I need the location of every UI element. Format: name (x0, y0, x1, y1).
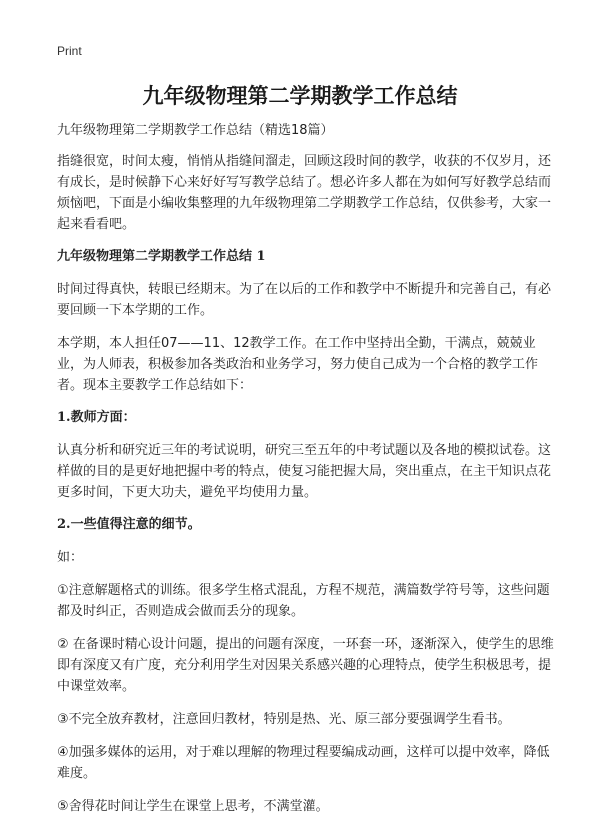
intro-paragraph: 指缝很宽，时间太瘦，悄悄从指缝间溜走，回顾这段时间的教学，收获的不仅岁月，还有成长，是时候静下心来好好写写教学总结了。想必许多人都在为如何写好教学总结而烦恼吧，下面是小编收集整理的九年级物理第二学期教学工作总结，仅供参考，大家一起来看看吧。 (57, 154, 552, 232)
list-item-4: ④加强多媒体的运用，对于难以理解的物理过程要编成动画，这样可以提中效率，降低难度。 (57, 745, 550, 781)
paragraph-1: 时间过得真快，转眼已经期末。为了在以后的工作和教学中不断提升和完善自己，有必要回顾一下本学期的工作。 (57, 282, 552, 318)
paragraph-2: 本学期，本人担任07——11、12教学工作。在工作中坚持出全勤，干满点，兢兢业业，为人师表，积极参加各类政治和业务学习，努力使自己成为一个合格的教学工作者。现本主要教学工作总结如下： (57, 336, 539, 393)
list-item-3: ③不完全放弃教材，注意回归教材，特别是热、光、原三部分要强调学生看书。 (57, 712, 511, 727)
list-item-5: ⑤舍得花时间让学生在课堂上思考，不满堂灌。 (57, 799, 329, 814)
document-body (57, 120, 557, 829)
details-heading: 2.一些值得注意的细节。 (57, 517, 201, 532)
list-item-2: ② 在备课时精心设计问题，提出的问题有深度，一环套一环，逐渐深入，使学生的思维即有深度又有广度，充分利用学生对因果关系感兴趣的心理特点，使学生积极思考，提中课堂效率。 (57, 637, 554, 694)
document-subtitle: 九年级物理第二学期教学工作总结（精选18篇） (57, 123, 334, 138)
paragraph-3: 认真分析和研究近三年的考试说明，研究三至五年的中考试题以及各地的模拟试卷。这样做的目的是更好地把握中考的特点，使复习能把握大局，突出重点，在主干知识点花更多时间，下更大功夫，避免平均使用力量。 (57, 443, 552, 500)
print-label: Print (57, 44, 82, 58)
document-title: 九年级物理第二学期教学工作总结 (142, 84, 458, 108)
teacher-heading: 1.教师方面： (57, 410, 136, 425)
list-item-1: ①注意解题格式的训练。很多学生格式混乱，方程不规范，满篇数学符号等，这些问题都及时纠正，否则造成会做而丢分的现象。 (57, 583, 550, 619)
section-heading: 九年级物理第二学期教学工作总结 1 (57, 249, 266, 264)
paragraph-ru: 如： (57, 550, 84, 565)
